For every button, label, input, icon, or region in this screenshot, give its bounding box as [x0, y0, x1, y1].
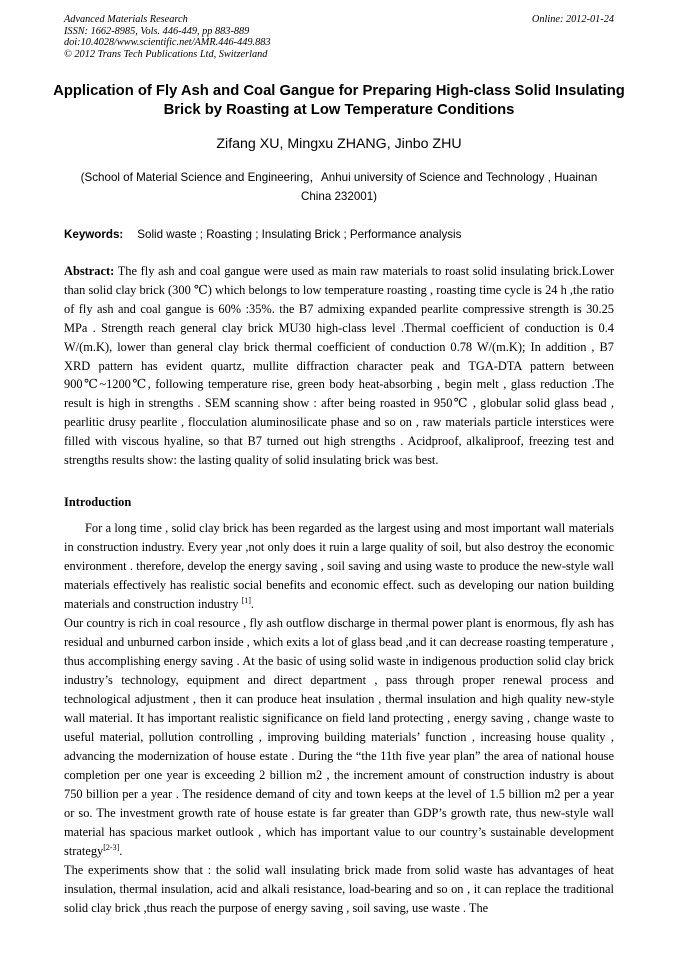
keywords-line — [64, 228, 614, 242]
paragraph-text: Our country is rich in coal resource , fly ash outflow discharge in thermal power plant is enormous, fly ash has residual and unburned carbon inside , which exits a lot of glass bead ,and it can decrease roasting temperature , thus accomplishing energy saving . At the basic of using solid waste in indigenous production solid clay brick industry’s technology, equipment and direct department , pass through proper renewal process and technological adjustment , then it can produce heat insulation , thermal insulation and high quality new-style wall material. It has important realistic significance on field land protecting , energy saving , change waste to useful material, pollution controlling , improving building materials’ function , increasing house quality , advancing the modernization of house estate . During the “the 11th five year plan” the area of national house completion per one year is exceeding 2 billion m2 , the increment amount of construction industry is about 750 billion per a year . The residence demand of city and town keeps at the level of 1.5 billion m2 per a year or so. The investment growth rate of house estate is far greater than GDP’s growth rate, thus new-style wall material has spacious market outlook , which has important value to our country’s sustainable development strategy — [64, 616, 614, 858]
abstract-text: The fly ash and coal gangue were used as main raw materials to roast solid insulating brick.Lower than solid clay brick (300 ℃) which belongs to low temperature roasting , roasting time cycle is 24 h ,the ratio of fly ash and coal gangue is 60% :35%. the B7 admixing expanded pearlite compressive strength is 30.25 MPa . Strength reach general clay brick MU30 high-class level .Thermal coefficient of conduction is 0.4 W/(m.K), lower than general clay brick thermal coefficient of conduction 0.78 W/(m.K); In addition , B7 XRD pattern has evident quartz, mullite diffraction character peak and TGA-DTA pattern between 900℃~1200℃, following temperature rise, green body heat-absorbing , begin melt , glass reduction .The result is high in strengths . SEM scanning show : after being roasted in 950℃ , globular solid glass bead , pearlitic drusy pearlite , flocculation aluminosilicate phase and so on , raw materials particle interstices were filled with viscous hyaline, so that B7 turned out high strengths . Acidproof, alkaliproof, freezing test and strengths results show: the lasting quality of solid insulating brick was best. — [64, 264, 615, 468]
citation-ref: [2-3] — [103, 843, 120, 852]
keywords-label: Keywords: — [64, 228, 124, 241]
copyright-line: © 2012 Trans Tech Publications Ltd, Switzerland — [64, 49, 268, 61]
abstract-label: Abstract: — [64, 264, 115, 278]
paragraph-text: The experiments show that : the solid wall insulating brick made from solid waste has advantages of heat insulation, thermal insulation, acid and alkali resistance, load-bearing and so on , it can replace the traditional solid clay brick ,thus reach the purpose of energy saving , soil saving, use waste . The — [64, 863, 614, 915]
keywords-text: Solid waste ; Roasting ; Insulating Brick ; Performance analysis — [137, 228, 462, 241]
body-paragraph — [64, 861, 614, 918]
journal-header — [64, 14, 271, 61]
paper-title: Application of Fly Ash and Coal Gangue for Preparing High-class Solid Insulating Brick by Roasting at Low Temperature Conditions — [53, 83, 625, 118]
issn-line: ISSN: 1662-8985, Vols. 446-449, pp 883-889 — [64, 25, 250, 37]
journal-name: Advanced Materials Research — [64, 14, 188, 25]
paragraph-text: For a long time , solid clay brick has been regarded as the largest using and most important wall materials in construction industry. Every year ,not only does it ruin a large quality of soil, but also destroy the economic environment . therefore, develop the energy saving , soil saving and using waste to produce the new-style wall materials effectively has realistic social benefits and economic effect. such as developing our nation building materials and construction industry — [64, 521, 614, 611]
online-date: Online: 2012-01-24 — [531, 14, 614, 25]
body-paragraph — [64, 614, 614, 861]
section-heading-introduction: Introduction — [64, 495, 132, 509]
introduction-body — [64, 519, 614, 918]
citation-ref: [1] — [241, 596, 251, 605]
author-list: Zifang XU, Mingxu ZHANG, Jinbo ZHU — [216, 136, 462, 152]
paragraph-end: . — [250, 597, 254, 611]
abstract-paragraph — [64, 262, 614, 470]
paragraph-end: . — [119, 844, 123, 858]
body-paragraph — [64, 519, 614, 614]
affiliation: (School of Material Science and Engineering，Anhui university of Science and Technology , Huainan China 232001) — [80, 171, 598, 203]
doi-line: doi:10.4028/www.scientific.net/AMR.446-449.883 — [64, 37, 271, 49]
